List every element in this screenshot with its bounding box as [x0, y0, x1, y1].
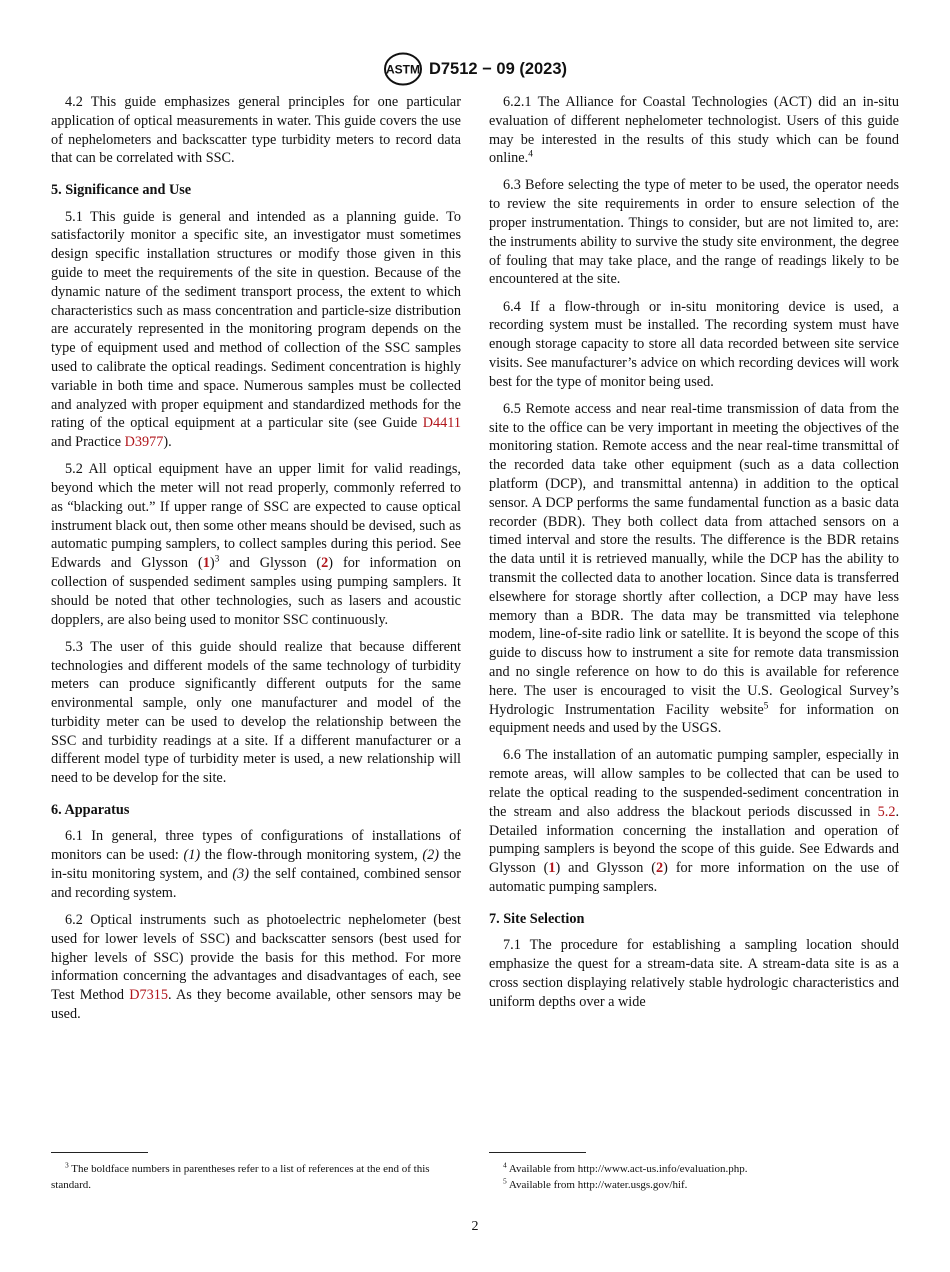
paragraph-5-2: 5.2 All optical equipment have an upper limit for valid readings, beyond which the meter will not read properly, commonly referred to as “blacking out.” If upper range of SSC are expected to cause optical instrument black out, then some other means should be devised, such as automatic pumping samplers, to collect samples during this period. See Edwards and Glysson $(1)^3$ and Glysson (2) for information on collection of suspended sediment samples using pumping samplers. It should be noted that other technologies, such as lasers and acoustic dopplers, are also being used to monitor SSC continuously.	[51, 461, 461, 628]
footnote-marker-3: 3	[214, 554, 220, 565]
section-7-heading: 7. Site Selection	[489, 910, 585, 927]
section-5-heading: 5. Significance and Use	[51, 182, 192, 199]
paragraph-6-1: 6.1 In general, three types of configurations of installations of monitors can be used: (1) the flow-through monitoring system, (2) the in-situ monitoring system, and (3) the self contained, combined sensor and recording system.	[51, 828, 461, 901]
astm-logo-icon	[383, 52, 423, 86]
footnote-4: $^4$ Available from http://www.act-us.info/evaluation.php.	[503, 1160, 748, 1175]
paragraph-5-1: 5.1 This guide is general and intended as a planning guide. To satisfactorily monitor a specific site, an investigator must sometimes design specific installation structures or modify those given in this guide to meet the requirements of the site in question. Because of the dynamic nature of the sediment transport process, the extent to which characteristics such as mass concentration and particle-size distribution are accurately represented in the monitoring program depends on the type of equipment used and method of collection of the SSC samples used to calibrate the optical readings. Sediment concentration is highly variable in both time and space. Numerous samples must be collected and analyzed with proper equipment and standardized methods for the rating of the optical equipment at a particular site (see Guide D4411 and Practice D3977).	[51, 208, 461, 451]
paragraph-5-3: 5.3 The user of this guide should realize that because different technologies and different models of the same technology of turbidity meters can produce significantly different outputs for the same environmental sample, only one manufacturer and model of the turbidity meter can be used to develop the relationship between the SSC and turbidity readings at a site. If a different manufacturer or a different model type of turbidity meter is used, a new relationship will need to be develop for the site.	[51, 638, 461, 787]
link-reference-2[interactable]: 2	[656, 860, 664, 877]
page-header	[0, 52, 950, 86]
left-column	[51, 93, 461, 1032]
document-id: D7512 − 09 (2023)	[428, 59, 568, 78]
footnote-3: $^3$ The boldface numbers in parentheses refer to a list of references at the end of this standard.	[51, 1160, 430, 1191]
footnote-divider	[51, 1152, 148, 1153]
link-reference-1[interactable]: 1	[202, 555, 210, 572]
footnotes-left	[51, 1162, 461, 1193]
footnotes-right	[489, 1162, 899, 1193]
footnote-marker-4: 4	[528, 149, 533, 160]
footnote-divider	[489, 1152, 586, 1153]
paragraph-6-4: 6.4 If a flow-through or in-situ monitoring device is used, a recording system must be installed. The recording system must have enough storage capacity to store all data recorded between site service visits. See manufacturer’s advice on which recording devices will work best for the type of monitor being used.	[489, 298, 899, 390]
paragraph-6-2: 6.2 Optical instruments such as photoelectric nephelometer (best used for lower levels of SSC) and backscatter sensors (best used for higher levels of SSC) provide the basis for this method. For more information concerning the advantages and disadvantages of each, see Test Method D7315. As they become available, other sensors may be used.	[51, 911, 461, 1022]
right-column	[489, 93, 899, 1020]
link-reference-2[interactable]: 2	[321, 555, 329, 572]
link-d4411[interactable]: D4411	[422, 415, 461, 432]
logo-text: ASTM	[385, 62, 420, 77]
link-section-5-2[interactable]: 5.2	[877, 803, 896, 820]
paragraph-6-3: 6.3 Before selecting the type of meter to be used, the operator needs to review the site requirements in order to ensure selection of the proper instrumentation. Things to consider, but are not limited to, are: the instruments ability to survive the study site environment, the degree of fouling that may take place, and the range of readings likely to be encountered at the site.	[489, 177, 899, 288]
footnote-marker-5: 5	[763, 700, 769, 711]
link-d7315[interactable]: D7315	[129, 987, 168, 1004]
section-6-heading: 6. Apparatus	[51, 802, 130, 819]
page-number: 2	[471, 1219, 479, 1234]
link-d3977[interactable]: D3977	[124, 434, 164, 451]
paragraph-7-1: 7.1 The procedure for establishing a sampling location should emphasize the quest for a stream-data site. A stream-data site is as a cross section displaying relatively stable hydrologic characteristics and uniform depths over a wide	[489, 937, 899, 1010]
paragraph-6-5: 6.5 Remote access and near real-time transmission of data from the site to the office can be very important in meeting the objectives of the monitoring station. Remote access and the near real-time transmittal of the recorded data take other equipment (such as a data collection platform (DCP), and transmittal antenna) in addition to the optical sensor. A DCP performs the same fundamental function as a basic data recorder (BDR). They both collect data from attached sensors on a timed interval and store the results. The difference is the BDR retains the data until it is retrieved manually, while the DCP has the ability to transmit the collected data to another location. Since data is transferred elsewhere for storage shortly after collection, a DCP may have less memory than a BDR. The data may be transmitted via telephone modem, line-of-site radio link or satellite. It is beyond the scope of this guide to discuss how to instrument a site for remote data transmission and no single reference on how to do this is available for reference here. The user is encouraged to visit the U.S. Geological Survey’s Hydrologic Instrumentation Facility website$^5$ for information on equipment needs and used by the USGS.	[489, 400, 899, 737]
link-reference-1[interactable]: 1	[548, 860, 556, 877]
paragraph-6-6: 6.6 The installation of an automatic pumping sampler, especially in remote areas, will allow samples to be collected that can be used to relate the optical reading to the suspended-sediment concentration in the stream and also address the blackout periods discussed in 5.2. Detailed information concerning the installation and operation of pumping samplers is beyond the scope of this guide. See Edwards and Glysson (1) and Glysson (2) for more information on the use of automatic pumping samplers.	[489, 747, 899, 896]
footnote-5: $^5$ Available from http://water.usgs.gov/hif.	[503, 1175, 688, 1191]
paragraph-4-2: 4.2 This guide emphasizes general principles for one particular application of optical measurements in water. This guide covers the use of nephelometers and backscatter type turbidity meters to record data that can be correlated with SSC.	[51, 94, 461, 167]
paragraph-6-2-1: 6.2.1 The Alliance for Coastal Technologies (ACT) did an in-situ evaluation of different nephelometer technologist. Users of this guide may be interested in the results of this study which can be found online.$^4$	[489, 94, 899, 167]
